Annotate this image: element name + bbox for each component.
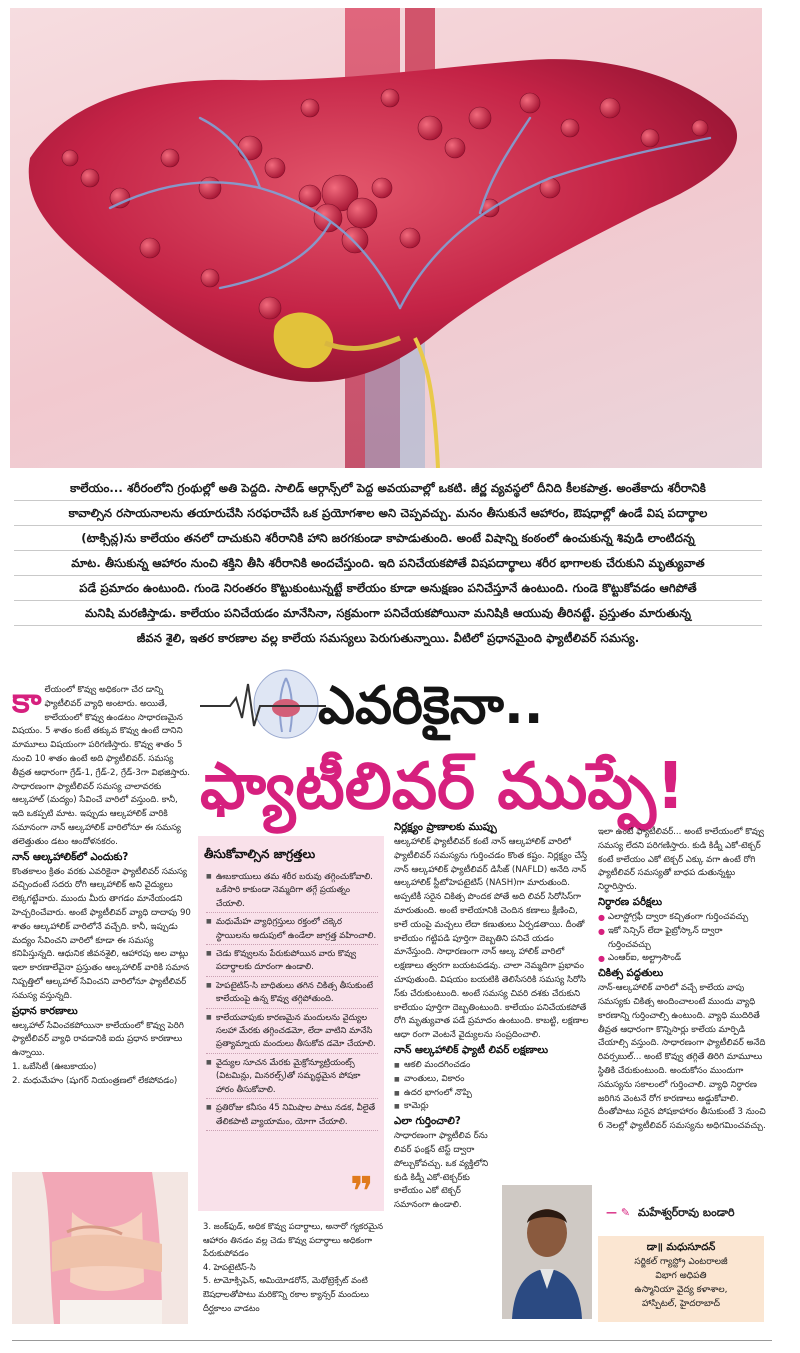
- author-name: మహేశ్వర్‌రావు బండారి: [637, 1206, 735, 1219]
- doctor-credit-box: [598, 1236, 764, 1322]
- intro-line: జీవన శైలి, ఇతర కారణాల వల్ల కాలేయ సమస్యలు పెరుగుతున్నాయి. వీటిలో ప్రధానమైంది ఫ్యాటీలివర్ సమస్య.: [136, 631, 640, 645]
- intro-line: పడే ప్రమాదం ఉంటుంది. గుండె నిరంతరం కొట్టుకుంటున్నట్టే కాలేయం కూడా అనుక్షణం పనిచేస్తూనే ఉంటుంది. గుండె కొట్టుకోవడం ఆగిపోతే: [14, 576, 762, 601]
- symptom-item: ■ వాంతులు, వికారం: [394, 1073, 589, 1087]
- doctor-city: హాస్పిటల్, హైదరాబాద్: [641, 1299, 720, 1309]
- section-paragraph: ఆల్కహాలిక్ ఫ్యాటీలివర్ కంటే నాన్ ఆల్కహాలిక్ వారిలో ఫ్యాటీలివర్ సమస్యను గుర్తించడం కొంత కష్టం. నిర్లక్ష్యం చేస్తే నాన్ ఆల్కహాలిక్ ఫ్యాటీలివర్ డిసీజ్ (NAFLD) అనేది నాన్ ఆల్కహాలిక్ స్టీటోహెపటైటిస్ (NASH)గా మారుతుంది. అప్పటికీ సరైన చికిత్స పొందక పోతే అది లివర్ సిరోసిస్‌గా మారుతుంది. అంటే కాలేయానికి చెందిన కణాలు క్షీణించి, కాలే యంపై మచ్చలు లేదా కణుతులు ఏర్పడతాయి. దీంతో కాలేయం గట్టిపడి పూర్తిగా దెబ్బతిని పనిచే యడం మానేస్తుంది. సాధారణంగా నాన్ ఆల్క హాలిక్ వారిలో లక్షణాలు త్వరగా బయటపడవు. చాలా నెమ్మదిగా ప్రభావం చూపుతుంది. విషయం బయటికి తెలిసేసరికి సమస్య సిరోసి స్‌కు చేరుకుంటుంది. అంటే సమస్య చివరి దశకు చేరుకుని కాలేయం పూర్తిగా దెబ్బతింటుంది. కాలేయం పనిచేయకపోతే రోగి మృత్యువాత పడే ప్రమాదం ఉంటుంది. కాబట్టి, లక్షణాల ఆధా రంగా వెంటనే వైద్యులను సంప్రదించాలి.: [394, 837, 589, 1041]
- section-heading: ఎలా గుర్తించాలి?: [394, 1116, 461, 1128]
- section-paragraph: ఇలా ఉంటే ఫ్యాటీలివర్... అంటే కాలేయంలో కొవ్వు సమస్య లేదని పరిగణిస్తారు. కుడి కిడ్నీ ఎకో-టెక్చర్ కంటే కాలేయం ఎకో టెక్చర్ ఎక్కు వగా ఉంటే రోగి ఫ్యాటీలివర్ సమస్యతో బాధప డుతున్నట్టు నిర్ధారిస్తారు.: [598, 827, 764, 893]
- section-heading: ప్రధాన కారణాలు: [12, 1005, 78, 1017]
- symptom-item: ■ ఆకలి మందగించడం: [394, 1059, 589, 1073]
- section-paragraph: ఆల్కహాల్ సేవించకపోయినా కాలేయంలో కొవ్వు పెరిగి ఫ్యాటీలివర్ వ్యాధి రావడానికి ఐదు ప్రధాన కారణాలు ఉన్నాయి.: [12, 1020, 184, 1059]
- doctor-dept: విభాగ అధిపతి: [655, 1271, 707, 1281]
- section-heading: నిర్లక్ష్యం ప్రాణాలకు ముప్పు: [394, 822, 497, 833]
- precaution-item: ■ హెపటైటిస్-సి బాధితులు తగిన చికిత్స తీసుకుంటే కాలేయంపై ఉన్న కొవ్వు తగ్గిపోతుంది.: [206, 979, 378, 1009]
- article-column-4: [598, 826, 766, 1206]
- author-byline: [606, 1206, 734, 1222]
- precaution-item: ■ ఊబకాయులు తమ శరీర బరువు తగ్గించుకోవాలి. ఒకేసారి కాకుండా నెమ్మదిగా తగ్గే ప్రయత్నం చేయాలి.: [206, 870, 378, 913]
- doctor-photo: [502, 1185, 592, 1319]
- cause-item: 1. ఒబేసిటీ (ఊబకాయం): [12, 1061, 97, 1072]
- precaution-item: ■ మధుమేహ వ్యాధిగ్రస్తులు రక్తంలో చక్కెర స్థాయిలను అదుపులో ఉండేలా జాగ్రత్త వహించాలి.: [206, 915, 378, 945]
- article-column-1: [12, 684, 192, 1134]
- liver-illustration: [10, 8, 762, 468]
- section-heading: నాన్ ఆల్కహాలిక్‌లో ఎందుకు?: [12, 851, 129, 863]
- section-heading: నిర్ధారణ పరీక్షలు: [598, 896, 663, 908]
- quote-mark-icon: ❞: [350, 1169, 374, 1215]
- intro-paragraph: [14, 476, 762, 656]
- precaution-item: ■ చెడు కొవ్వులను పేరుకుపోయిన వారు కొవ్వు పదార్థాలకు దూరంగా ఉండాలి.: [206, 947, 378, 977]
- test-item: ● ఎలాస్టోగ్రఫీ ద్వారా కచ్చితంగా గుర్తించవచ్చు: [598, 911, 766, 925]
- section-paragraph: నాన్-ఆల్కహాలిక్ వారిలో వచ్చే కాలేయ వాపు సమస్యకు చికిత్స అందించాలంటే ముందు వ్యాధి కారణాన్ని గుర్తించాల్సి ఉంటుంది. వ్యాధి ముదిరితే తీవ్రత ఆధారంగా కొన్నిసార్లు కాలేయ మార్పిడి చేయాల్సి వస్తుంది. సాధారణంగా ఫ్యాటీలివర్ అనేది రివర్సబుల్... అంటే కొవ్వు తగ్గితే తిరిగి మామూలు స్థితికి చేరుకుంటుంది. అందుకోసం ముందుగా సమస్యను సకాలంలో గుర్తించాలి. వ్యాధి నిర్ధారణ జరిగిన వెంటనే రోగ కారణాలు అడ్డుకోవాలి. దీంతోపాటు సరైన పోషకాహారం తీసుకుంటే 3 నుంచి 6 నెలల్లో ఫ్యాటీలివర్ సమస్యను అధిగమించవచ్చు.: [598, 983, 766, 1132]
- precaution-item: ■ వైద్యుల సూచన మేరకు మైక్రోన్యూట్రియంట్స్ (విటమిన్లు, మినరల్స్)తో సమృద్ధమైన పోషకా హారం తీసుకోవాలి.: [206, 1056, 378, 1099]
- cause-item: 4. హెపటైటిస్-సి: [203, 1261, 256, 1272]
- doctor-name: డా॥ మధుసూదన్: [646, 1242, 716, 1253]
- lead-paragraph: లేయంలో కొవ్వు అధికంగా చేర డాన్ని ఫ్యాటీలివర్ వ్యాధి అంటారు. అయితే, కాలేయంలో కొవ్వు ఉండటం సాధారణమైన విషయం. 5 శాతం కంటే తక్కువ కొవ్వు ఉంటే దానిని మామూలు విషయంగా పరిగణిస్తారు. కొవ్వు శాతం 5 నుంచి 10 శాతం ఉంటే అది ఫ్యాటీలివర్. సమస్య తీవ్రత ఆధారంగా గ్రేడ్-1, గ్రేడ్-2, గ్రేడ్-3గా విభజిస్తారు. సాధారణంగా ఫ్యాటీలివర్ సమస్య చాలావరకు ఆల్కహాల్ (మద్యం) సేవించే వారిలో వస్తుంది. కానీ, ఇది ఒకప్పటి మాట. ఇప్పుడు ఆల్కహాలిక్ వారికి సమానంగా నాన్ ఆల్కహాలిక్ వారిలోనూ ఈ సమస్య తలెత్తుతుం డటం ఆందోళనకరం.: [12, 685, 191, 847]
- stomach-pain-photo: [12, 1172, 188, 1324]
- divider: [12, 1340, 772, 1341]
- section-paragraph: కొంతకాలం క్రితం వరకు ఎవరికైనా ఫ్యాటీలివర్ సమస్య వచ్చిందంటే సదరు రోగి ఆల్కహాలిక్ అని వైద్యులు లెక్కగట్టేవారు. ముందు మీరు తాగడం మానేయండని హెచ్చరించేవారు. అంటే ఫ్యాటీలివర్ వ్యాధి దాదాపు 90 శాతం ఆల్కహాలిక్ వారిలోనే వచ్చేది. కానీ, ఇప్పుడు మద్యం సేవించని వారిలో కూడా ఈ సమస్య కనిపిస్తున్నది. ఆధునిక జీవనశైలి, ఆహారపు అల వాట్లు ఇలా కారణాలేవైనా ప్రస్తుతం ఆల్కహాలిక్ వారికి సమాన నిష్పత్తిలో ఆల్కహాల్ సేవించని వారిలోనూ ఫ్యాటీలివర్ సమస్య వస్తున్నది.: [12, 866, 191, 1001]
- tests-list: [598, 911, 766, 966]
- cause-item: 3. జంక్‌ఫుడ్, అధిక కొవ్వు పదార్థాలు, అనారో గ్యకరమైన ఆహారం తినడం వల్ల చెడు కొవ్వు పదార్థాలు అధికంగా పేరుకుపోవడం: [203, 1221, 384, 1259]
- headline-line-1: ఎవరికైనా..: [318, 676, 544, 736]
- precautions-list: [206, 870, 378, 1133]
- headline-line-2: ఫ్యాటీలివర్ ముప్పే!: [200, 750, 686, 824]
- doctor-role: సర్జికల్ గ్యాస్ట్రో ఎంటరాలజీ: [634, 1257, 728, 1267]
- intro-line: కావాల్సిన రసాయనాలను తయారుచేసి సరఫరాచేసే ఒక ప్రయోగశాల అని చెప్పవచ్చు. మనం తీసుకునే ఆహారం, ఔషధాల్లో ఉండే విష పదార్థాల: [14, 501, 762, 526]
- dropcap: కా: [12, 684, 42, 721]
- symptom-item: ■ ఉదర భాగంలో నొప్పి: [394, 1087, 589, 1101]
- doctor-hospital: ఉస్మానియా వైద్య కళాశాల,: [634, 1285, 728, 1295]
- symptom-item: ■ కామెర్లు: [394, 1100, 589, 1114]
- section-heading: చికిత్స పద్ధతులు: [598, 968, 664, 980]
- intro-line: కాలేయం... శరీరంలోని గ్రంథుల్లో అతి పెద్దది. సాలిడ్ ఆర్గాన్స్‌లో పెద్ద అవయవాల్లో ఒకటి. జీర్ణ వ్యవస్థలో దీనిది కీలకపాత్ర. అంతేకాదు శరీరానికి: [14, 476, 762, 501]
- section-heading: నాన్ ఆల్కహాలిక్ ఫ్యాటీ లివర్ లక్షణాలు: [394, 1044, 548, 1056]
- precautions-title: తీసుకోవాల్సిన జాగ్రత్తలు: [204, 847, 316, 861]
- test-item: ● ఎంఆర్ఐ, అల్ట్రాసౌండ్: [598, 952, 766, 966]
- pen-icon: — ✎: [606, 1206, 631, 1219]
- section-paragraph: సాధారణంగా ఫ్యాటీలివ ర్‌ను లివర్ ఫంక్షన్ టెస్ట్ ద్వారా పోల్చుకోవచ్చు. ఒక వ్యక్తిలోని కుడి కిడ్నీ ఎకో-టెక్చర్‌కు కాలేయం ఎకో టెక్చర్ సమానంగా ఉండాలి.: [394, 1131, 489, 1211]
- test-item: ● ఇకో సెన్సిస్ లేదా ఫైబ్రోస్కాన్ ద్వారా గుర్తించవచ్చు: [598, 925, 766, 953]
- heartbeat-liver-icon: [200, 660, 328, 740]
- precaution-item: ■ ప్రతిరోజు కనీసం 45 నిమిషాల పాటు నడక, వీలైతే తేలికపాటి వ్యాయామం, యోగా చేయాలి.: [206, 1101, 378, 1131]
- causes-continued: [203, 1220, 391, 1315]
- cause-item: 2. మధుమేహం (షుగర్ నియంత్రణలో లేకపోవడం): [12, 1075, 178, 1086]
- intro-line: (టాక్సిన్ల)ను కాలేయం తనలో దాచుకుని శరీరానికి హాని జరగకుండా కాపాడుతుంది. అంటే విషాన్ని కంఠంలో ఉంచుకున్న శివుడి లాంటిదన్న: [14, 526, 762, 551]
- symptoms-list: [394, 1059, 589, 1114]
- intro-line: మాట. తీసుకున్న ఆహారం నుంచి శక్తిని తీసి శరీరానికి అందచేస్తుంది. ఇది పనిచేయకపోతే విషపదార్థాలు శరీర భాగాలకు చేరుకుని మృత్యువాత: [14, 551, 762, 576]
- precaution-item: ■ కాలేయవాపుకు కారణమైన మందులను వైద్యుల సలహా మేరకు తగ్గించడమో, లేదా వాటిని మానేసి ప్రత్యామ్నాయ మందులు తీసుకోవ డమో చేయాలి.: [206, 1011, 378, 1054]
- intro-line: మనిషి మరణిస్తాడు. కాలేయం పనిచేయడం మానేసినా, సక్రమంగా పనిచేయకపోయినా మనిషికి ఆయువు తీరినట్టే. ప్రస్తుతం మారుతున్న: [14, 601, 762, 626]
- cause-item: 5. టామోక్సిఫెన్, అమియోడరోన్, మెథోట్రెక్సేట్ వంటి ఔషధాలతోపాటు మరికొన్ని రకాల క్యాన్సర్ మందులు దీర్ఘకాలం వాడటం: [203, 1275, 369, 1313]
